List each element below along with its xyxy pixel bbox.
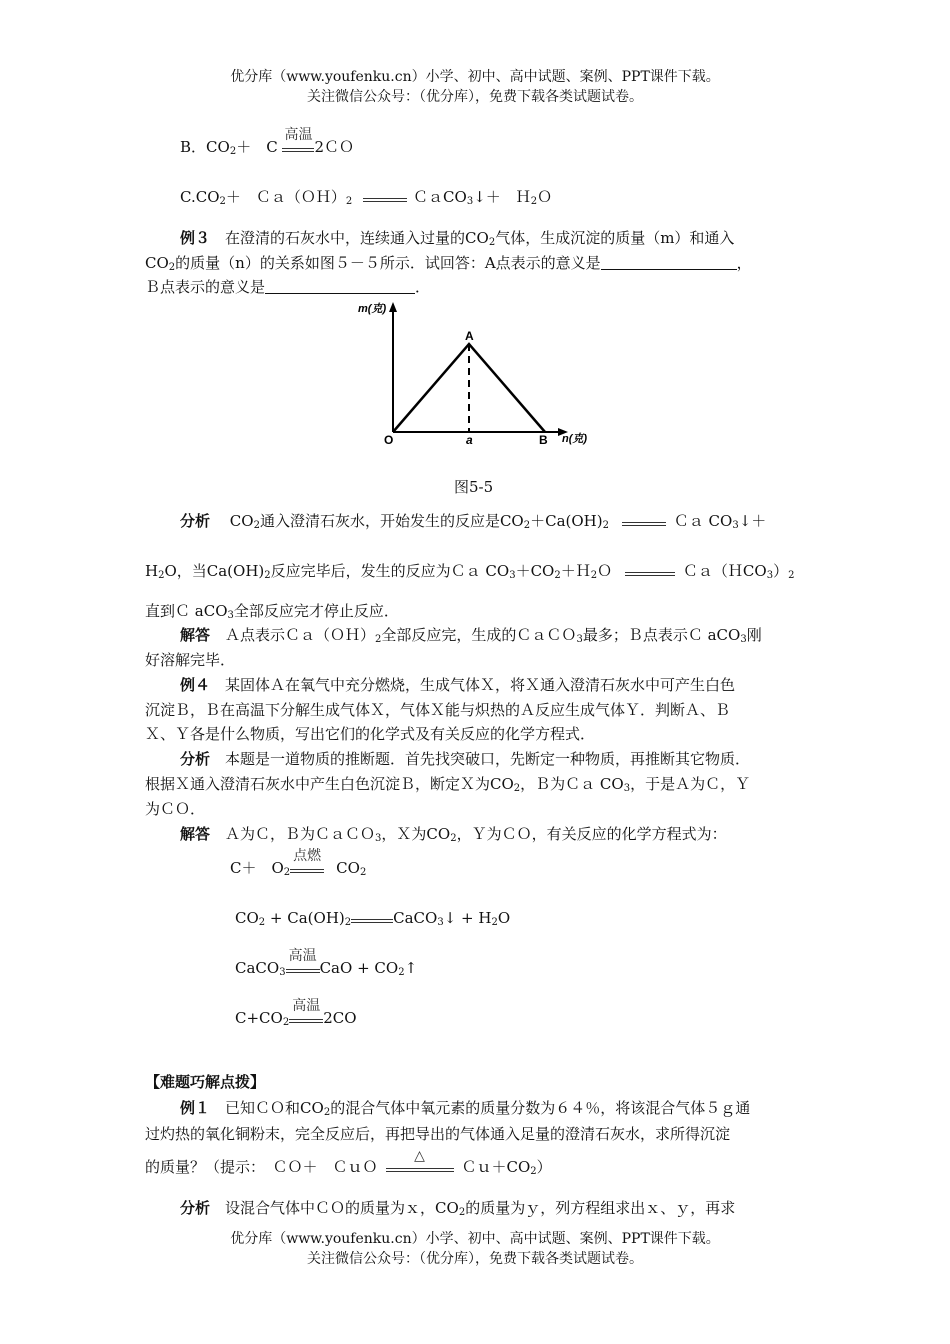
reaction-arrow <box>625 572 675 576</box>
header-line-2: 关注微信公众号：（优分库），免费下载各类试题试卷。 <box>307 89 643 105</box>
example-4-line-1: 例４ 某固体Ａ在氧气中充分燃烧，生成气体Ｘ，将Ｘ通入澄清石灰水中可产生白色 <box>180 676 736 694</box>
example-3-line-2: $CO_2$的质量（n）的关系如图５－５所示．试回答：A点表示的意义是 ， <box>145 254 752 273</box>
analysis-2-line-3: 为ＣＯ． <box>145 800 206 818</box>
reaction-arrow: 高温 <box>282 148 314 152</box>
equation-4: $C+CO_2$ 高温 2CO <box>235 998 357 1028</box>
mass-chart <box>350 298 620 450</box>
example-4-line-3: Ｘ、Ｙ各是什么物质，写出它们的化学式及有关反应的化学方程式． <box>145 725 596 743</box>
example-4-line-2: 沉淀Ｂ，Ｂ在高温下分解生成气体Ｘ，气体Ｘ能与炽热的Ａ反应生成气体Ｙ．判断Ａ、Ｂ <box>145 701 731 719</box>
reaction-arrow <box>363 198 407 202</box>
example-3-line-1: 例３ 在澄清的石灰水中，连续通入过量的$CO_2$气体，生成沉淀的质量（m）和通入 <box>180 229 735 248</box>
example-3-line-3: Ｂ点表示的意义是 ． <box>145 278 431 296</box>
footer-line-2: 关注微信公众号：（优分库），免费下载各类试题试卷。 <box>307 1251 643 1267</box>
point-a-label: A <box>465 329 474 343</box>
header-line-1: 优分库（www.youfenku.cn）小学、初中、高中试题、案例、PPT课件下载。 <box>230 69 720 85</box>
answer-2-line-1: 解答 Ａ为Ｃ，Ｂ为ＣａＣＯ$_3$，Ｘ为$CO_2$，Ｙ为ＣＯ，有关反应的化学方程式为： <box>180 825 727 844</box>
example-1-line-3: 的质量？（提示： ＣＯ＋ ＣｕＯ △ $Cu+CO_2$） <box>145 1148 552 1177</box>
x-tick-label-a: a <box>466 433 473 447</box>
figure-caption: 图5-5 <box>454 478 494 496</box>
analysis-1-line-1: 分析 $CO_2$通入澄清石灰水，开始发生的反应是$CO_2+Ca(OH)_2$ Ｃａ $CO_3↓+$ <box>180 512 767 531</box>
origin-label: O <box>384 433 394 447</box>
option-b-equation: B．$CO_2+$ C 高温 2ＣＯ <box>180 127 354 157</box>
analysis-2-line-1: 分析 本题是一道物质的推断题．首先找突破口，先断定一种物质，再推断其它物质． <box>180 750 751 768</box>
answer-1-line-2: 好溶解完毕． <box>145 651 236 669</box>
section-title: 【难题巧解点拨】 <box>145 1073 266 1091</box>
analysis-3-line-1: 分析 设混合气体中ＣＯ的质量为ｘ，$CO_2$的质量为ｙ，列方程组求出ｘ、ｙ，再求 <box>180 1199 736 1218</box>
equation-3: CaCO$_3$ 高温 CaO + $CO_2↑$ <box>235 948 418 978</box>
analysis-2-line-2: 根据Ｘ通入澄清石灰水中产生白色沉淀Ｂ，断定Ｘ为$CO_2$，Ｂ为Ｃａ $CO_3$，于是Ａ为Ｃ，Ｙ <box>145 775 751 794</box>
answer-1-line-1: 解答 Ａ点表示$Ca(OH)_2$全部反应完，生成的ＣａＣＯ$_3$最多；Ｂ点表示Ｃ aCO$_3$刚 <box>180 626 762 645</box>
y-axis-label: m(克) <box>358 303 387 315</box>
example-label: 例３ <box>180 229 211 247</box>
reaction-arrow <box>622 522 666 526</box>
equation-2: $CO_2 + Ca(OH)_2$ CaCO$_3$↓ + $H_2O$ <box>235 909 511 928</box>
analysis-1-line-2: $H_2O$，当$Ca(OH)_2$反应完毕后，发生的反应为Ｃａ $CO_3+CO_2+H_2O$ $Ca(HCO_3)_2$ <box>145 562 795 581</box>
footer-line-1: 优分库（www.youfenku.cn）小学、初中、高中试题、案例、PPT课件下载。 <box>230 1231 720 1247</box>
x-axis-label: n(克) <box>562 433 588 445</box>
equation-1: C＋ $O_2$ 点燃 $CO_2$ <box>230 848 367 878</box>
point-b-label: B <box>539 433 548 447</box>
example-1-line-2: 过灼热的氧化铜粉末，完全反应后，再把导出的气体通入足量的澄清石灰水，求所得沉淀 <box>145 1125 731 1143</box>
y-axis-arrow <box>389 302 397 312</box>
analysis-1-line-3: 直到Ｃ aCO$_3$全部反应完才停止反应． <box>145 602 399 621</box>
example-1-line-1: 例１ 已知ＣＯ和$CO_2$的混合气体中氧元素的质量分数为６４％，将该混合气体５ｇ通 <box>180 1099 751 1118</box>
option-c-equation: $C.CO_2+$ $Ca(OH)_2$ ＣａCO$_3$↓＋ Ｈ$_2$Ｏ <box>180 188 553 207</box>
